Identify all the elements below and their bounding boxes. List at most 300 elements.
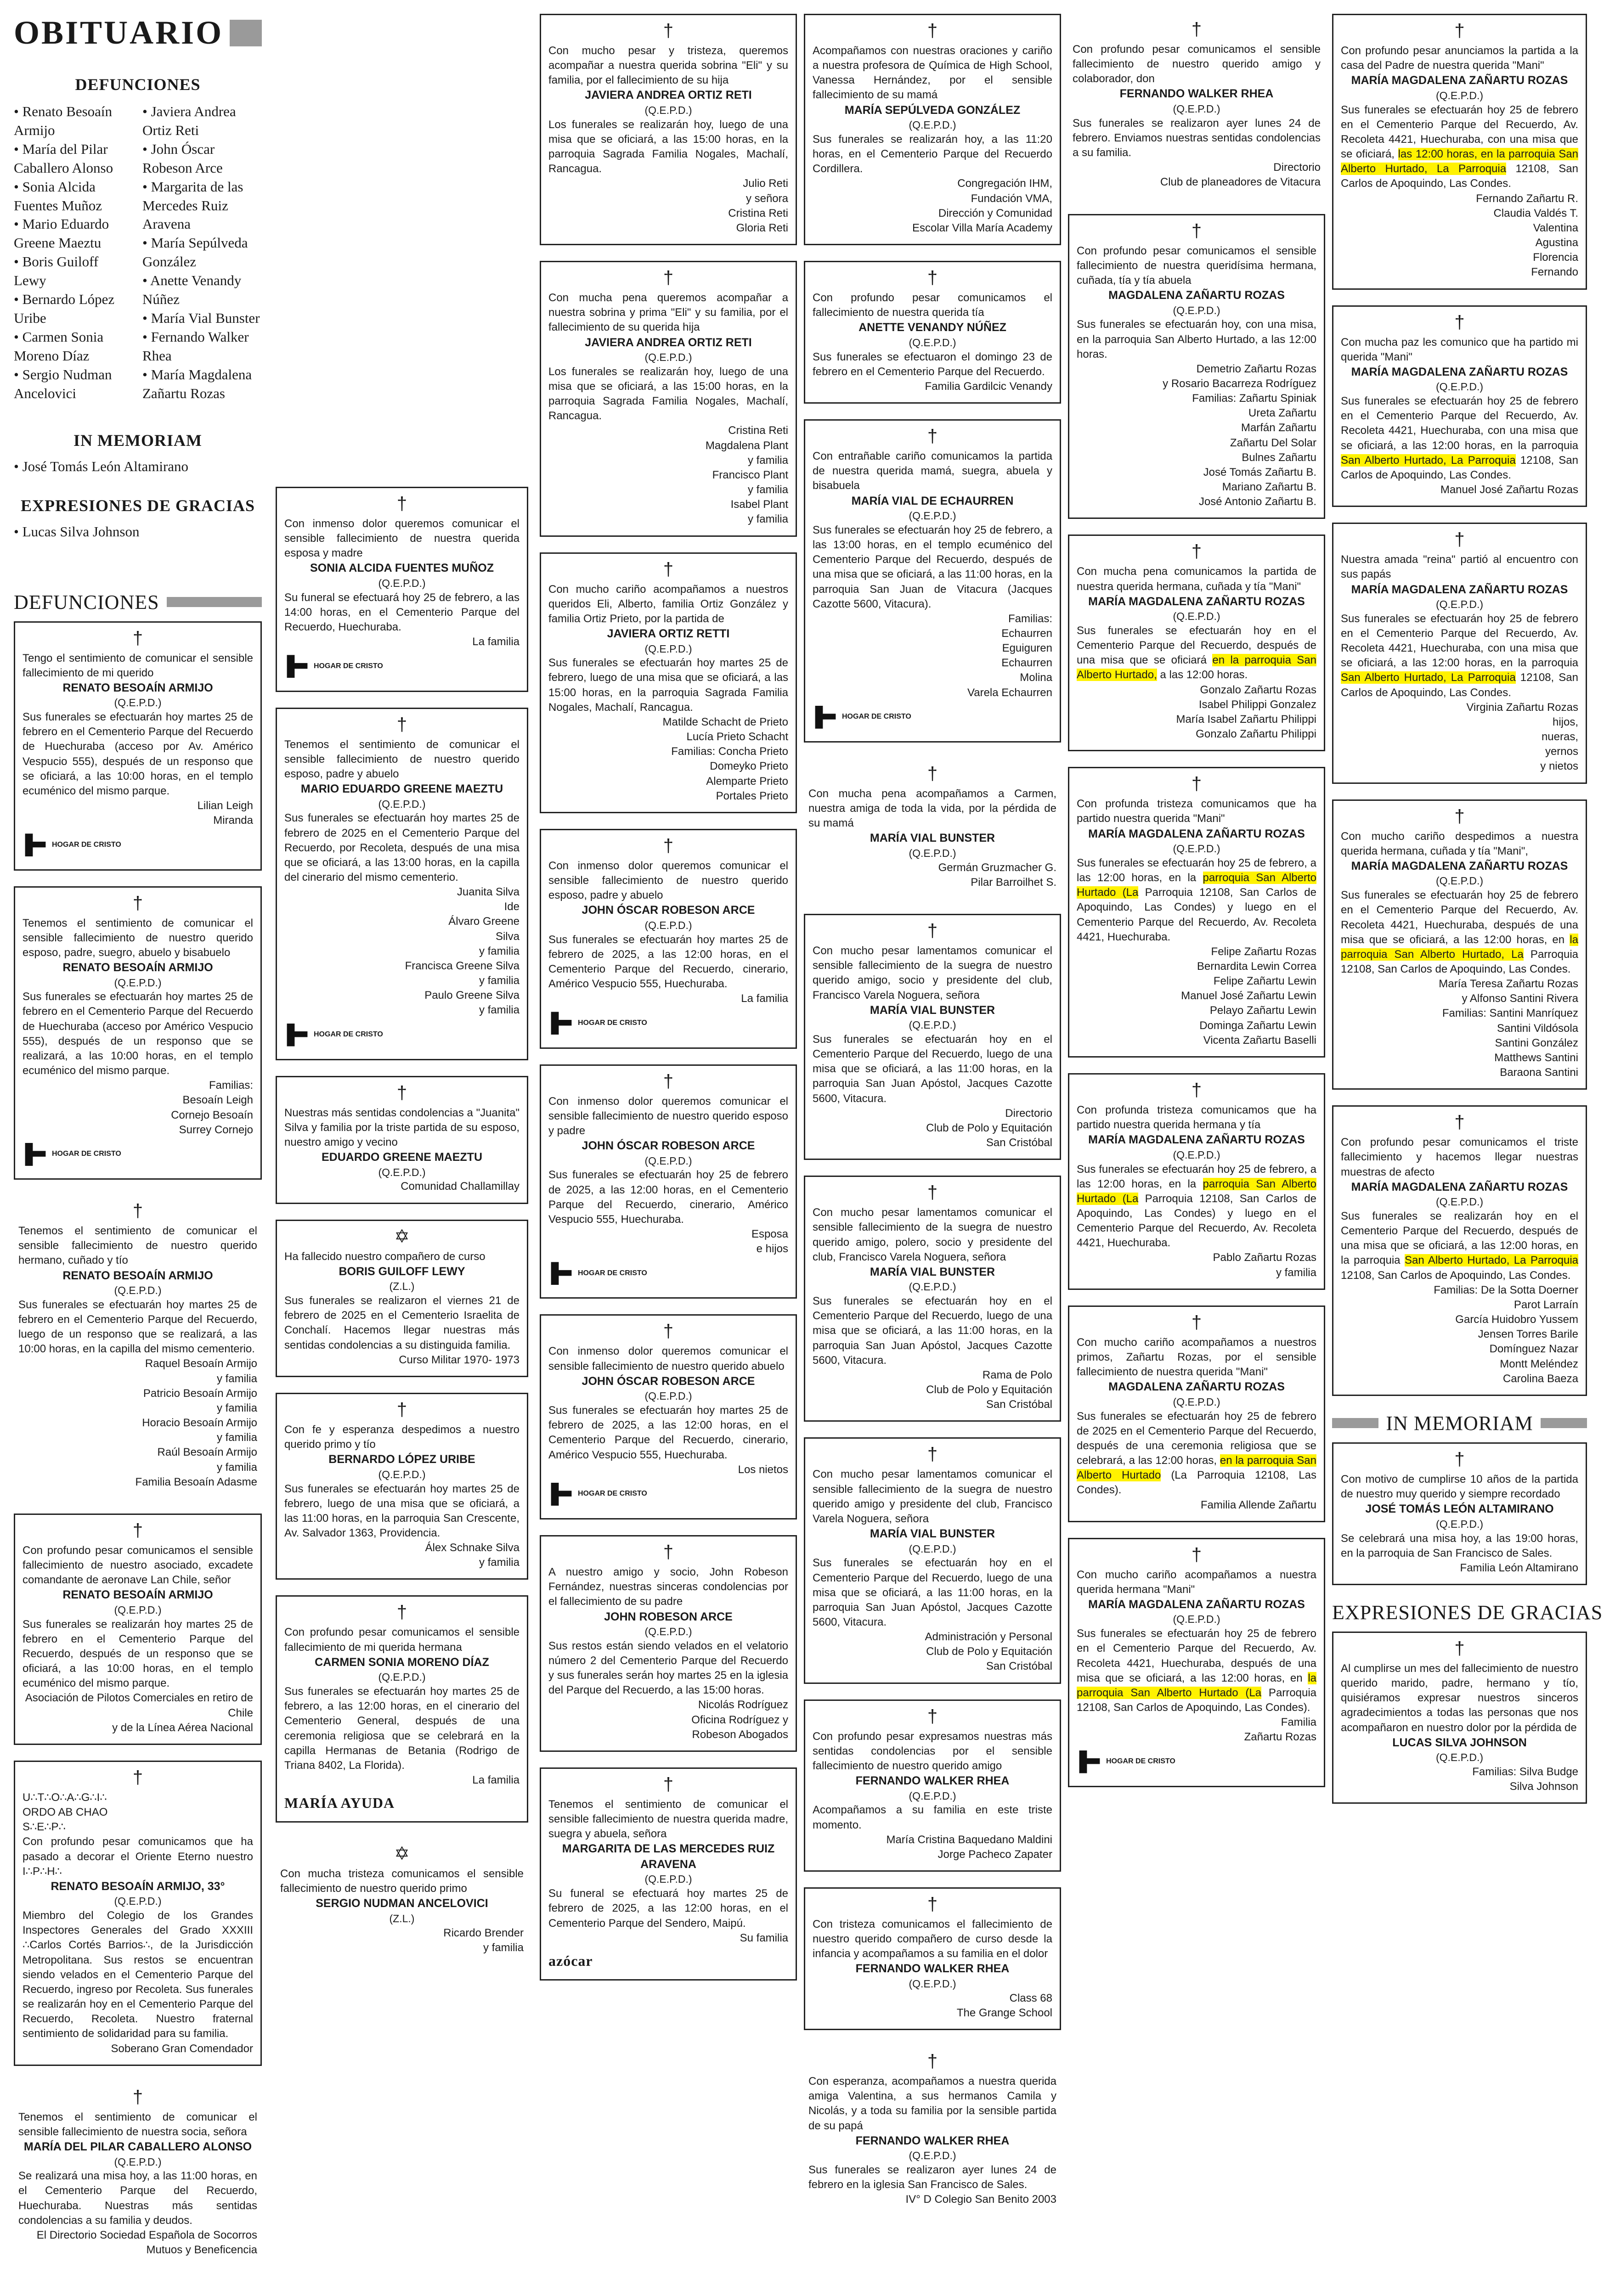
cross-icon: † bbox=[1454, 21, 1465, 41]
signature-line: Familia bbox=[1281, 1716, 1316, 1729]
cross-icon: † bbox=[1454, 1112, 1465, 1133]
index-name-item: • María Sepúlveda González bbox=[142, 234, 262, 271]
cross-icon: † bbox=[132, 893, 143, 913]
signature-line: Santini Vildósola bbox=[1497, 1022, 1578, 1035]
signature-line: Montt Meléndez bbox=[1500, 1357, 1578, 1370]
cross-icon: † bbox=[396, 714, 407, 735]
notice-signature bbox=[548, 715, 788, 804]
index-gracias-name: • Lucas Silva Johnson bbox=[14, 523, 262, 540]
deceased-name: RENATO BESOAÍN ARMIJO bbox=[62, 961, 213, 974]
intro-line: Con motivo de cumplirse 10 años de la partida de nuestro muy querido y siempre recordado bbox=[1341, 1473, 1578, 1501]
notice-signature bbox=[813, 176, 1052, 236]
notice-body: Sus funerales se efectuarán hoy martes 25 de febrero de 2025, a las 12:00 horas, en el Cementerio Parque del Recuerdo, cinerario, Américo Vespucio 555, Huechuraba. bbox=[548, 933, 788, 990]
notice-body: Sus funerales se efectuarán hoy 25 de febrero en el Cementerio Parque del Recuerdo, Av. Recoleta 4421, Huechuraba, después de una misa que se oficiará, a las 12:00 horas, en la parroquia San Alberto Hurtado (La Parroquia 12108, San Carlos de Apoquindo, Las Condes). bbox=[1077, 1627, 1316, 1714]
hogar-logo-text: HOGAR DE CRISTO bbox=[578, 1269, 647, 1277]
qepd-mark: (Q.E.P.D.) bbox=[644, 1626, 692, 1638]
deceased-name: MARÍA VIAL BUNSTER bbox=[870, 832, 995, 845]
cross-icon: † bbox=[927, 1894, 938, 1914]
notice-signature bbox=[813, 379, 1052, 394]
qepd-mark: (Q.E.P.D.) bbox=[1173, 610, 1220, 623]
qepd-mark: (Q.E.P.D.) bbox=[644, 1873, 692, 1885]
intro-line: Con mucha tristeza comunicamos el sensible fallecimiento de nuestro querido primo bbox=[280, 1868, 524, 1895]
intro-line: Con fe y esperanza despedimos a nuestro querido primo y tío bbox=[284, 1423, 520, 1451]
cross-icon: † bbox=[663, 559, 674, 580]
notice-signature bbox=[284, 1541, 520, 1570]
deceased-name: BORIS GUILOFF LEWY bbox=[339, 1265, 465, 1278]
obituary-notice bbox=[804, 2046, 1061, 2215]
signature-line: Mariano Zañartu B. bbox=[1222, 481, 1316, 494]
deceased-name: MARÍA MAGDALENA ZAÑARTU ROZAS bbox=[1351, 365, 1568, 378]
signature-line: Álex Schnake Silva bbox=[425, 1542, 520, 1554]
obituary-notice bbox=[804, 914, 1061, 1160]
intro-line: Acompañamos con nuestras oraciones y cariño a nuestra profesora de Química de High School, Vanessa Hernández, por el sensible fallecimiento de su mamá bbox=[813, 45, 1052, 101]
notice-signature bbox=[548, 1931, 788, 1946]
notice-signature bbox=[284, 635, 520, 649]
index-memoriam-name: • José Tomás León Altamirano bbox=[14, 458, 262, 475]
intro-line: S∴E∴P∴ bbox=[23, 1821, 66, 1834]
deceased-name: JOHN ÓSCAR ROBESON ARCE bbox=[582, 904, 755, 917]
notice-intro bbox=[1077, 564, 1316, 594]
signature-line: La familia bbox=[741, 992, 788, 1005]
notice-body: Se realizará una misa hoy, a las 11:00 horas, en el Cementerio Parque del Recuerdo, Huechuraba. Nuestras más sentidas condolencias a su familia y deudos. bbox=[18, 2170, 257, 2227]
notice-signature bbox=[280, 1926, 524, 1955]
signature-line: Germán Gruzmacher G. bbox=[938, 861, 1056, 874]
notice-body: Sus funerales se realizarán hoy en el Cementerio Parque del Recuerdo, después de una misa que se oficiará, a las 12:00 horas, en la parroquia San Alberto Hurtado, La Parroquia 12108, San Carlos de Apoquindo, Las Condes. bbox=[1341, 1210, 1579, 1282]
signature-line: Baraona Santini bbox=[1500, 1066, 1578, 1079]
signature-line: Vicenta Zañartu Baselli bbox=[1203, 1034, 1316, 1047]
qepd-mark: (Q.E.P.D.) bbox=[909, 336, 956, 349]
signature-line: Valentina bbox=[1533, 221, 1578, 234]
column-5 bbox=[1068, 14, 1325, 1803]
deceased-name: MARÍA VIAL BUNSTER bbox=[870, 1265, 995, 1278]
obituary-notice bbox=[1068, 1073, 1325, 1290]
notice-intro bbox=[18, 2110, 257, 2139]
column-1 bbox=[14, 14, 262, 2281]
hogar-mark-icon bbox=[23, 1143, 48, 1166]
notice-body: Se celebrará una misa hoy, a las 19:00 horas, en la parroquia de San Francisco de Sales. bbox=[1341, 1532, 1578, 1559]
deceased-name: RENATO BESOAÍN ARMIJO bbox=[62, 681, 213, 694]
cross-icon: † bbox=[132, 628, 143, 648]
obituary-notice bbox=[540, 1064, 797, 1299]
signature-line: San Cristóbal bbox=[986, 1660, 1052, 1673]
notice-intro bbox=[1077, 1103, 1316, 1132]
obituary-notice bbox=[804, 261, 1061, 404]
qepd-mark: (Q.E.P.D.) bbox=[1435, 1518, 1484, 1530]
qepd-mark: (Q.E.P.D.) bbox=[1173, 1613, 1220, 1626]
intro-line: Con profunda tristeza comunicamos que ha partido nuestra querida hermana y tía bbox=[1077, 1103, 1316, 1131]
signature-line: Familia León Altamirano bbox=[1460, 1561, 1578, 1574]
signature-line: Familia Allende Zañartu bbox=[1200, 1498, 1316, 1511]
signature-line: yernos bbox=[1545, 745, 1578, 758]
intro-line: Con profundo pesar comunicamos el sensible fallecimiento de nuestro asociado, excadete comandante de aeronave Lan Chile, señor bbox=[23, 1544, 253, 1587]
notice-intro bbox=[1077, 797, 1316, 826]
cross-icon: † bbox=[927, 1706, 938, 1727]
signature-line: Rama de Polo bbox=[982, 1368, 1052, 1381]
qepd-mark: (Q.E.P.D.) bbox=[114, 976, 162, 989]
deceased-name: RENATO BESOAÍN ARMIJO bbox=[62, 1588, 213, 1602]
notice-intro bbox=[1341, 552, 1578, 582]
signature-line: Club de planeadores de Vitacura bbox=[1160, 176, 1321, 189]
index-memoriam-title: IN MEMORIAM bbox=[73, 431, 202, 450]
signature-line: y nietos bbox=[1540, 760, 1578, 773]
signature-line: Escolar Villa María Academy bbox=[912, 221, 1052, 234]
index-name-item: • Boris Guiloff Lewy bbox=[14, 253, 133, 290]
signature-line: El Directorio Sociedad Española de Socorros Mutuos y Beneficencia bbox=[36, 2228, 257, 2257]
notice-body: Sus funerales se efectuarán hoy 25 de febrero de 2025, a las 12:00 horas, en el Cementerio Parque del Recuerdo, cinerario, Américo Vespucio 555, Huechuraba. bbox=[548, 1169, 788, 1226]
intro-line: Con mucho cariño acompañamos a nuestros queridos Eli, Alberto, familia Ortiz González y familia Ortiz Prieto, por la partida de bbox=[548, 583, 788, 625]
deceased-name: MARÍA MAGDALENA ZAÑARTU ROZAS bbox=[1351, 1180, 1568, 1193]
signature-line: y Rosario Bacarreza Rodríguez bbox=[1163, 377, 1316, 390]
signature-line: La familia bbox=[472, 1774, 520, 1786]
qepd-mark: (Q.E.P.D.) bbox=[114, 1604, 162, 1616]
qepd-mark: (Q.E.P.D.) bbox=[1435, 1196, 1484, 1208]
intro-line: Con profundo pesar comunicamos el triste fallecimiento y hacemos llegar nuestras muestras de afecto bbox=[1341, 1136, 1578, 1178]
signature-line: IV° D Colegio San Benito 2003 bbox=[905, 2193, 1056, 2206]
notice-body: Su funeral se efectuará hoy 25 de febrero, a las 14:00 horas, en el Cementerio Parque del Recuerdo, Huechuraba. bbox=[284, 591, 520, 634]
signature-line: María Teresa Zañartu Rozas bbox=[1439, 978, 1578, 990]
notice-intro bbox=[813, 1205, 1052, 1265]
notice-body: Sus funerales se efectuarán hoy 25 de febrero en el Cementerio Parque del Recuerdo, Av. Recoleta 4421, Huechuraba, después de una misa que se oficiará, a las 12:00 horas, en la parroquia San Alberto Hurtado, La Parroquia 12108, San Carlos de Apoquindo, Las Condes. bbox=[1341, 889, 1578, 975]
deceased-name: MARÍA MAGDALENA ZAÑARTU ROZAS bbox=[1088, 1598, 1305, 1611]
intro-line: Con profundo pesar comunicamos que ha pasado a decorar el Oriente Eterno nuestro I∴P∴H∴ bbox=[23, 1835, 253, 1878]
signature-line: Lucía Prieto Schacht bbox=[686, 731, 788, 743]
index-name-item: • Anette Venandy Núñez bbox=[142, 271, 262, 309]
signature-line: Dirección y Comunidad bbox=[938, 207, 1052, 219]
qepd-mark: (Q.E.P.D.) bbox=[114, 1284, 162, 1296]
signature-line: Familias: bbox=[209, 1079, 253, 1092]
qepd-mark: (Q.E.P.D.) bbox=[909, 119, 956, 131]
signature-line: Domeyko Prieto bbox=[710, 760, 788, 773]
obituary-notice bbox=[540, 552, 797, 813]
cross-icon: † bbox=[396, 1399, 407, 1420]
notice-signature bbox=[23, 2042, 253, 2056]
signature-line: Magdalena Plant bbox=[705, 439, 788, 452]
signature-line: Eguiguren bbox=[1002, 642, 1052, 655]
qepd-mark: (Q.E.P.D.) bbox=[1435, 598, 1484, 611]
qepd-mark: (Q.E.P.D.) bbox=[378, 577, 426, 589]
notice-body: Sus funerales se realizaron el viernes 21 de febrero de 2025 en el Cementerio Israelita de Conchalí. Hacemos llegar nuestras más sentidas condolencias a su distinguida familia. bbox=[284, 1294, 520, 1351]
hogar-logo-text: HOGAR DE CRISTO bbox=[842, 713, 911, 721]
deceased-name: MARÍA MAGDALENA ZAÑARTU ROZAS bbox=[1088, 1133, 1305, 1147]
index-names-right bbox=[142, 102, 262, 403]
signature-line: Congregación IHM, bbox=[957, 177, 1052, 190]
signature-line: Claudia Valdés T. bbox=[1493, 207, 1578, 219]
signature-line: San Cristóbal bbox=[986, 1398, 1052, 1411]
notice-signature bbox=[1341, 483, 1578, 497]
notice-intro bbox=[548, 582, 788, 626]
signature-line: Administración y Personal bbox=[925, 1631, 1052, 1643]
qepd-mark: (Q.E.P.D.) bbox=[909, 510, 956, 522]
column-6-notices bbox=[1332, 14, 1587, 1396]
signature-line: Robeson Abogados bbox=[692, 1728, 788, 1741]
signature-line: Ureta Zañartu bbox=[1248, 407, 1316, 420]
column-5-notices bbox=[1068, 14, 1325, 1787]
signature-line: Cristina Reti bbox=[728, 424, 788, 437]
cross-icon: † bbox=[1191, 541, 1202, 562]
notice-intro bbox=[808, 2074, 1056, 2133]
signature-line: San Cristóbal bbox=[986, 1137, 1052, 1149]
signature-line: nueras, bbox=[1541, 731, 1578, 743]
deceased-name: MARÍA VIAL DE ECHAURREN bbox=[851, 494, 1014, 507]
qepd-mark: (Q.E.P.D.) bbox=[1173, 1396, 1220, 1408]
deceased-name: MAGDALENA ZAÑARTU ROZAS bbox=[1108, 289, 1285, 302]
deceased-name: LUCAS SILVA JOHNSON bbox=[1392, 1736, 1527, 1749]
highlighted-location: parroquia San Alberto Hurtado (La bbox=[1077, 872, 1316, 899]
notice-body: Sus funerales se realizaron ayer lunes 24 de febrero. Enviamos nuestras sentidas condolencias a su familia. bbox=[1073, 117, 1321, 159]
deceased-name: EDUARDO GREENE MAEZTU bbox=[321, 1151, 482, 1164]
obituary-notice bbox=[14, 2082, 262, 2266]
highlighted-location: la parroquia San Alberto Hurtado, La bbox=[1341, 933, 1578, 961]
intro-line: Con profunda tristeza comunicamos que ha partido nuestra querida "Mani" bbox=[1077, 798, 1316, 825]
intro-line: Tenemos el sentimiento de comunicar el sensible fallecimiento de nuestro querido hermano, cuñado y tío bbox=[18, 1225, 257, 1267]
cross-icon: † bbox=[927, 921, 938, 941]
signature-line: Matilde Schacht de Prieto bbox=[662, 715, 788, 728]
cross-icon: † bbox=[1191, 220, 1202, 241]
signature-line: Zañartu Rozas bbox=[1244, 1731, 1316, 1744]
intro-line: ORDO AB CHAO bbox=[23, 1806, 108, 1819]
signature-line: y familia bbox=[479, 1004, 520, 1017]
deceased-name: MARÍA SEPÚLVEDA GONZÁLEZ bbox=[844, 103, 1021, 117]
hogar-logo-text: HOGAR DE CRISTO bbox=[578, 1490, 647, 1498]
deceased-name: JOSÉ TOMÁS LEÓN ALTAMIRANO bbox=[1365, 1503, 1554, 1516]
signature-line: Parot Larraín bbox=[1514, 1298, 1578, 1311]
cross-icon: † bbox=[132, 1520, 143, 1541]
notice-intro bbox=[548, 1565, 788, 1609]
cross-icon: † bbox=[927, 1182, 938, 1203]
notice-signature bbox=[548, 1463, 788, 1477]
notice-body: Sus funerales se efectuarán hoy martes 25 de febrero en el Cementerio Parque del Recuerdo de Huechuraba (acceso por Américo Vespucio 555), después de un responso que se realizará, a las 10:00 horas, en el templo ecuménico del mismo parque. bbox=[23, 990, 253, 1077]
notice-intro bbox=[813, 1729, 1052, 1773]
masthead bbox=[14, 14, 262, 52]
obituary-notice bbox=[1068, 1538, 1325, 1787]
cross-icon: † bbox=[396, 1082, 407, 1103]
qepd-mark: (Q.E.P.D.) bbox=[378, 1671, 426, 1683]
deceased-name: MARGARITA DE LAS MERCEDES RUIZ ARAVENA bbox=[562, 1842, 775, 1871]
hogar-mark-icon bbox=[548, 1012, 574, 1035]
column-2-notices bbox=[276, 487, 528, 1964]
notice-body: Sus funerales se efectuarán hoy 25 de febrero, a las 13:00 horas, en el templo ecuménico del Cementerio Parque del Recuerdo, después de una misa que se oficiará, a las 11:00 horas, en la parroquia San Juan de Vitacura (Jacques Cazotte 5600, Vitacura). bbox=[813, 523, 1052, 610]
deceased-name: FERNANDO WALKER RHEA bbox=[1119, 87, 1274, 101]
notice-body: Sus funerales se efectuarán hoy 25 de febrero en el Cementerio Parque del Recuerdo, Av. Recoleta 4421, Huechuraba, con una misa que se oficiará, a las 12:00 horas, en la parroquia San Alberto Hurtado, La Parroquia 12108, San Carlos de Apoquindo, Las Condes. bbox=[1341, 612, 1578, 699]
notice-signature bbox=[1077, 362, 1316, 510]
deceased-name: JOHN ROBESON ARCE bbox=[604, 1610, 733, 1623]
notice-body: Sus funerales se efectuarán hoy martes 25 de febrero, luego de una misa que se oficiará, a las 11:00 horas, en la parroquia San Crescente, Av. Salvador 1363, Providencia. bbox=[284, 1482, 520, 1539]
notice-intro bbox=[284, 737, 520, 782]
obituary-notice bbox=[804, 758, 1061, 898]
index-name-item: • Sergio Nudman Ancelovici bbox=[14, 366, 133, 403]
signature-line: Esposa bbox=[751, 1228, 788, 1240]
intro-line: Con inmenso dolor queremos comunicar el sensible fallecimiento de nuestro querido esposo, padre y abuelo bbox=[548, 859, 788, 902]
index-defunciones-title: DEFUNCIONES bbox=[75, 75, 201, 94]
qepd-mark: (Q.E.P.D.) bbox=[1173, 102, 1220, 115]
deceased-name: SERGIO NUDMAN ANCELOVICI bbox=[316, 1897, 488, 1910]
obituary-notice bbox=[540, 1535, 797, 1752]
notice-intro bbox=[23, 651, 253, 681]
signature-line: Álvaro Greene bbox=[448, 915, 520, 928]
intro-line: Con mucha pena comunicamos la partida de nuestra querida hermana, cuñada y tía "Mani" bbox=[1077, 565, 1316, 593]
intro-line: Con inmenso dolor queremos comunicar el sensible fallecimiento de nuestra querida esposa y madre bbox=[284, 518, 520, 560]
notice-body: Sus funerales se efectuarán hoy en el Cementerio Parque del Recuerdo, luego de una misa que se oficiará, a las 11:00 horas, en la parroquia San Juan Apóstol, Jacques Cazotte 5600, Vitacura. bbox=[813, 1557, 1052, 1628]
highlighted-location: la parroquia San Alberto Hurtado (La bbox=[1077, 1671, 1316, 1699]
signature-line: José Antonio Zañartu B. bbox=[1198, 495, 1316, 508]
column-6 bbox=[1332, 14, 1603, 1819]
notice-signature bbox=[548, 176, 788, 236]
obituary-notice bbox=[276, 487, 528, 692]
signature-line: y familia bbox=[483, 1941, 524, 1954]
qepd-mark: (Q.E.P.D.) bbox=[644, 642, 692, 655]
highlighted-location: San Alberto Hurtado, La Parroquia bbox=[1341, 454, 1516, 467]
notice-signature bbox=[1341, 1561, 1578, 1576]
hogar-logo-text: HOGAR DE CRISTO bbox=[1106, 1757, 1175, 1766]
signature-line: Su familia bbox=[740, 1931, 788, 1944]
intro-line: Nuestra amada "reina" partió al encuentro con sus papás bbox=[1341, 553, 1578, 581]
qepd-mark: (Q.E.P.D.) bbox=[909, 2150, 956, 2162]
qepd-mark: (Q.E.P.D.) bbox=[909, 1019, 956, 1031]
column-3-notices bbox=[540, 14, 797, 1981]
intro-line: Con mucho pesar lamentamos comunicar el sensible fallecimiento de la suegra de nuestro querido amigo, polero, socio y presidente del club, Francisco Varela Noguera, señora bbox=[813, 1206, 1052, 1263]
notice-body: Sus funerales se efectuarán hoy 25 de febrero, a las 12:00 horas, en la parroquia San Alberto Hurtado (La Parroquia 12108, San Carlos de Apoquindo, Las Condes) y luego en el Cementerio Parque del Recuerdo, Av. Recoleta 4421, Huechuraba. bbox=[1077, 1163, 1316, 1249]
cross-icon: † bbox=[663, 835, 674, 856]
notice-signature bbox=[284, 885, 520, 1018]
signature-line: y familia bbox=[216, 1372, 257, 1385]
hogar-mark-icon bbox=[548, 1483, 574, 1506]
signature-line: Directorio bbox=[1005, 1107, 1052, 1120]
notice-intro bbox=[1073, 42, 1321, 86]
signature-line: Dominga Zañartu Lewin bbox=[1199, 1019, 1316, 1032]
obituary-notice bbox=[540, 1767, 797, 1981]
signature-line: Surrey Cornejo bbox=[179, 1123, 253, 1136]
hogar-logo-text: HOGAR DE CRISTO bbox=[578, 1019, 647, 1027]
notice-signature bbox=[813, 1368, 1052, 1412]
notice-body: Sus funerales se efectuarán hoy en el Cementerio Parque del Recuerdo, luego de una misa que se oficiará, a las 11:00 horas, en la parroquia San Juan Apóstol, Jacques Cazotte 5600, Vitacura. bbox=[813, 1295, 1052, 1367]
index-name-item: • María Magdalena Zañartu Rozas bbox=[142, 366, 262, 403]
notice-body: Sus restos están siendo velados en el velatorio número 2 del Cementerio Parque del Recuerdo y sus funerales serán hoy martes 25 en la iglesia del Parque del Recuerdo, a las 15:00 horas. bbox=[548, 1639, 788, 1697]
qepd-mark: (Q.E.P.D.) bbox=[1173, 1148, 1220, 1161]
signature-line: y familia bbox=[479, 1556, 520, 1569]
notice-body: Sus funerales se efectuarán hoy en el Cementerio Parque del Recuerdo, luego de una misa que se oficiará, a las 11:00 horas, en la parroquia San Juan Apóstol, Jacques Cazotte 5600, Vitacura. bbox=[813, 1033, 1052, 1105]
obituary-notice bbox=[804, 1699, 1061, 1872]
signature-line: Familias: Zañartu Spiniak bbox=[1192, 392, 1316, 405]
notice-body: Sus funerales se efectuarán hoy 25 de febrero en el Cementerio Parque del Recuerdo, Av. Recoleta 4421, Huechuraba, con una misa que se oficiará, las 12:00 horas, en la parroquia San Alberto Hurtado, La Parroquia 12108, San Carlos de Apoquindo, Las Condes. bbox=[1341, 103, 1578, 190]
signature-line: Paulo Greene Silva bbox=[424, 989, 520, 1002]
signature-line: Echaurren bbox=[1001, 657, 1052, 670]
star-of-david-icon: ✡ bbox=[394, 1844, 410, 1864]
notice-intro bbox=[284, 1249, 520, 1264]
notice-signature bbox=[1077, 1498, 1316, 1513]
notice-signature bbox=[813, 1630, 1052, 1674]
obituary-notice bbox=[1332, 799, 1587, 1090]
notice-signature bbox=[1341, 191, 1578, 280]
signature-line: Directorio bbox=[1273, 161, 1321, 174]
intro-line: Al cumplirse un mes del fallecimiento de nuestro querido marido, padre, hermano y tío, quisiéramos expresar nuestros sinceros agradecimientos a todas las personas que nos acompañaron en nuestro dolor por la pérdida de bbox=[1341, 1662, 1578, 1734]
qepd-mark: (Q.E.P.D.) bbox=[1435, 381, 1484, 393]
cross-icon: † bbox=[927, 268, 938, 288]
signature-line: Virginia Zañartu Rozas bbox=[1466, 701, 1578, 714]
intro-line: Con profundo pesar comunicamos el sensible fallecimiento de nuestro querido amigo y colaborador, don bbox=[1073, 43, 1321, 85]
notice-signature bbox=[813, 612, 1052, 700]
signature-line: Carolina Baeza bbox=[1502, 1372, 1578, 1385]
cross-icon: † bbox=[663, 1321, 674, 1342]
cross-icon: † bbox=[927, 2051, 938, 2072]
signature-line: Felipe Zañartu Rozas bbox=[1211, 945, 1316, 958]
obituary-notice bbox=[14, 1761, 262, 2066]
intro-line: Con mucho pesar lamentamos comunicar el sensible fallecimiento de la suegra de nuestro querido amigo y presidente del club, Francisco Varela Noguera, señora bbox=[813, 1468, 1052, 1525]
intro-line: Tengo el sentimiento de comunicar el sensible fallecimiento de mi querido bbox=[23, 652, 253, 679]
obituary-notice bbox=[1068, 214, 1325, 519]
signature-line: y familia bbox=[479, 974, 520, 987]
obituary-notice bbox=[1332, 305, 1587, 507]
cross-icon: † bbox=[1454, 529, 1465, 550]
notice-intro bbox=[23, 1790, 253, 1879]
notice-signature bbox=[548, 1698, 788, 1742]
signature-line: María Cristina Baquedano Maldini bbox=[886, 1833, 1052, 1846]
signature-line: Club de Polo y Equitación bbox=[926, 1121, 1052, 1134]
qepd-mark: (Q.E.P.D.) bbox=[378, 1166, 426, 1178]
gracias-notices bbox=[1332, 1632, 1587, 1804]
hogar-de-cristo-logo bbox=[548, 1012, 647, 1035]
intro-line: Con mucho pesar y tristeza, queremos acompañar a nuestra querida sobrina "Eli" y su familia, por el fallecimiento de su hija bbox=[548, 45, 788, 87]
obituary-notice bbox=[540, 261, 797, 537]
section-defunciones-label: DEFUNCIONES bbox=[14, 591, 159, 613]
obituary-notice bbox=[14, 1514, 262, 1745]
hogar-logo-text: HOGAR DE CRISTO bbox=[52, 840, 121, 849]
deceased-name: MARIO EDUARDO GREENE MAEZTU bbox=[300, 782, 503, 796]
highlighted-location: las 12:00 horas, en la parroquia San Alberto Hurtado, La Parroquia bbox=[1341, 148, 1578, 175]
notice-signature bbox=[1341, 1283, 1578, 1386]
column-4 bbox=[804, 14, 1061, 2231]
index-name-item: • Fernando Walker Rhea bbox=[142, 328, 262, 366]
section-bar bbox=[1541, 1418, 1587, 1428]
signature-line: y señora bbox=[746, 192, 788, 205]
signature-line: Matthews Santini bbox=[1494, 1051, 1578, 1064]
signature-line: Club de Polo y Equitación bbox=[926, 1384, 1052, 1396]
signature-line: Isabel Philippi Gonzalez bbox=[1198, 698, 1316, 711]
intro-line: U∴T∴O∴A∴G∴I∴ bbox=[23, 1791, 107, 1804]
intro-line: Con profundo pesar comunicamos el fallecimiento de nuestra querida tía bbox=[813, 292, 1052, 319]
signature-line: Portales Prieto bbox=[716, 789, 788, 802]
cross-icon: † bbox=[1191, 1080, 1202, 1100]
cross-icon: † bbox=[132, 1767, 143, 1788]
obituary-notice bbox=[804, 14, 1061, 245]
qepd-mark: (Q.E.P.D.) bbox=[909, 1281, 956, 1293]
deceased-name: RENATO BESOAÍN ARMIJO, 33° bbox=[51, 1880, 225, 1893]
signature-line: Agustina bbox=[1535, 236, 1578, 249]
cross-icon: † bbox=[927, 1444, 938, 1465]
masthead-title: OBITUARIO bbox=[14, 14, 224, 51]
obituary-notice bbox=[540, 829, 797, 1049]
deceased-name: JOHN ÓSCAR ROBESON ARCE bbox=[582, 1374, 755, 1388]
deceased-name: JAVIERA ANDREA ORTIZ RETI bbox=[585, 89, 752, 102]
qepd-mark: (Q.E.P.D.) bbox=[1173, 304, 1220, 316]
obituary-notice bbox=[804, 1176, 1061, 1422]
cross-icon: † bbox=[663, 268, 674, 288]
obituary-notice bbox=[276, 1220, 528, 1377]
signature-line: Felipe Zañartu Lewin bbox=[1213, 975, 1316, 988]
deceased-name: JOHN ÓSCAR ROBESON ARCE bbox=[582, 1139, 755, 1153]
intro-line: Con mucho pesar lamentamos comunicar el sensible fallecimiento de la suegra de nuestro querido amigo, socio y presidente del club, Francisco Varela Noguera, señora bbox=[813, 945, 1052, 1002]
highlighted-location: San Alberto Hurtado, La Parroquia bbox=[1404, 1254, 1579, 1267]
notice-intro bbox=[284, 1625, 520, 1654]
signature-line: Raúl Besoaín Armijo bbox=[157, 1446, 257, 1459]
deceased-name: SONIA ALCIDA FUENTES MUÑOZ bbox=[310, 562, 494, 575]
intro-line: Tenemos el sentimiento de comunicar el sensible fallecimiento de nuestro querido esposo, padre, suegro, abuelo y bisabuelo bbox=[23, 917, 253, 959]
index-name-item: • Mario Eduardo Greene Maeztu bbox=[14, 215, 133, 253]
cross-icon: † bbox=[663, 1542, 674, 1563]
section-memoriam-header bbox=[1332, 1412, 1587, 1435]
cross-icon: † bbox=[396, 494, 407, 514]
signature-line: y familia bbox=[747, 454, 788, 467]
signature-line: e hijos bbox=[756, 1243, 788, 1255]
